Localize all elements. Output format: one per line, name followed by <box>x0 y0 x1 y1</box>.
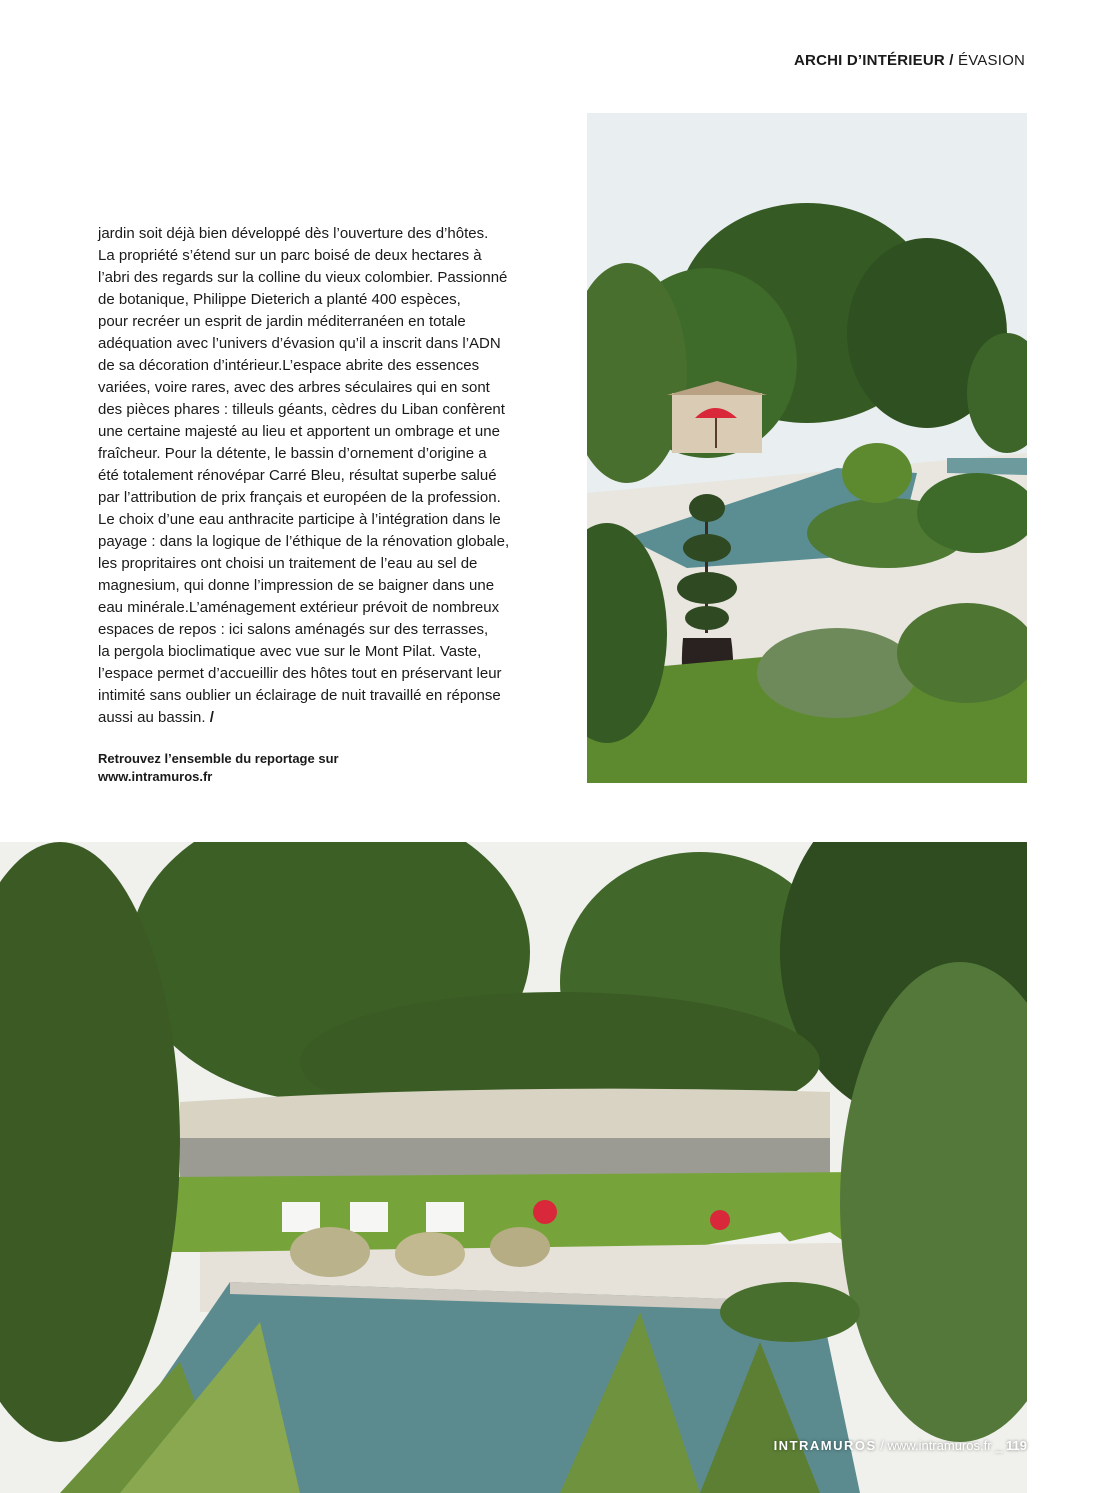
garden-pool-pavilion-photo <box>587 113 1027 783</box>
section-label: ARCHI D’INTÉRIEUR <box>794 52 945 69</box>
pool-loungers-garden-photo <box>0 842 1027 1493</box>
footer-brand: INTRAMUROS <box>773 1438 877 1453</box>
reportage-callout <box>98 750 339 786</box>
article-body <box>98 223 528 729</box>
photo-bottom <box>0 842 1027 1493</box>
footer-url[interactable]: www.intramuros.fr <box>887 1438 992 1453</box>
footer-page-prefix: _ <box>991 1438 1007 1453</box>
page-footer <box>774 1438 1027 1453</box>
reportage-link[interactable]: www.intramuros.fr <box>98 769 213 784</box>
subsection-label: ÉVASION <box>958 52 1025 69</box>
photo-top <box>587 113 1027 783</box>
page-number: 119 <box>1006 1438 1027 1453</box>
footer-separator: / <box>876 1438 888 1453</box>
article-body-text: jardin soit déjà bien développé dès l’ouverture des d’hôtes. La propriété s’étend sur un parc boisé de deux hectares à l’abri des regards sur la colline du vieux colombier. Passionné de botanique, Philippe Dieterich a planté 400 espèces, pour recréer un esprit de jardin méditerranéen en totale adéquation avec l’univers d’évasion qu’il a inscrit dans l’ADN de sa décoration d’intérieur.L’espace abrite des essences variées, voire rares, avec des arbres séculaires qui en sont des pièces phares : tilleuls géants, cèdres du Liban confèrent une certaine majesté au lieu et apportent un ombrage et une fraîcheur. Pour la détente, le bassin d’ornement d’origine a été totalement rénovépar Carré Bleu, résultat superbe salué par l’attribution de prix français et européen de la profession. Le choix d’une eau anthracite participe à l’intégration dans le payage : dans la logique de l’éthique de la rénovation globale, les propritaires ont choisi un traitement de l’eau au sel de magnesium, qui donne l’impression de se baigner dans une eau minérale.L’aménagement extérieur prévoit de nombreux espaces de repos : ici salons aménagés sur des terrasses, la pergola bioclimatique avec vue sur le Mont Pilat. Vaste, l’espace permet d’accueillir des hôtes tout en préservant leur intimité sans oublier un éclairage de nuit travaillé en réponse aussi au bassin. <box>98 225 510 726</box>
header-separator: / <box>944 52 959 69</box>
article-end-mark: / <box>209 709 214 726</box>
reportage-callout-text: Retrouvez l’ensemble du reportage sur <box>98 751 339 766</box>
page-header <box>794 52 1025 69</box>
